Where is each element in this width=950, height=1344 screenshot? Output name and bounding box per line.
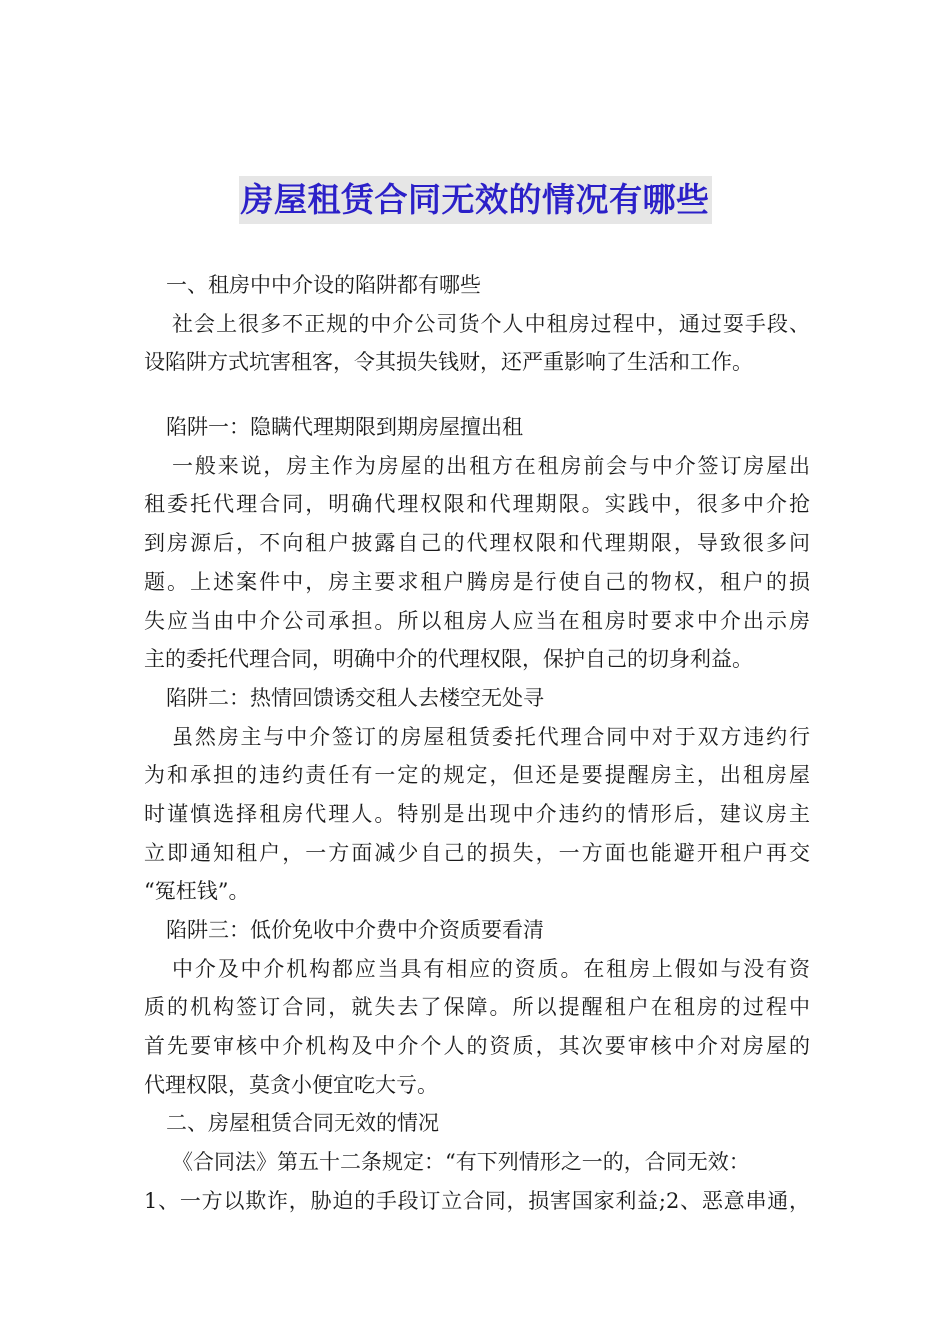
paragraph-line: 中介及中介机构都应当具有相应的资质。在租房上假如与没有资 [172, 956, 810, 981]
paragraph-line: 设陷阱方式坑害租客，令其损失钱财，还严重影响了生活和工作。 [144, 350, 753, 375]
paragraph-line: 为和承担的违约责任有一定的规定，但还是要提醒房主，出租房屋 [144, 763, 810, 788]
paragraph-line: “冤枉钱”。 [144, 879, 250, 904]
paragraph-line: 一般来说，房主作为房屋的出租方在租房前会与中介签订房屋出 [172, 453, 810, 478]
document-body [144, 266, 810, 1221]
paragraph-line: 1、一方以欺诈，胁迫的手段订立合同，损害国家利益;2、恶意串通， [144, 1188, 810, 1213]
paragraph-line: 租委托代理合同，明确代理权限和代理期限。实践中，很多中介抢 [144, 492, 810, 517]
paragraph-line: 《合同法》第五十二条规定：“有下列情形之一的，合同无效： [172, 1150, 750, 1175]
section-heading-1: 一、租房中中介设的陷阱都有哪些 [166, 273, 481, 297]
paragraph-line: 虽然房主与中介签订的房屋租赁委托代理合同中对于双方违约行 [172, 724, 810, 749]
paragraph-line: 代理权限，莫贪小便宜吃大亏。 [144, 1072, 438, 1097]
paragraph-line: 题。上述案件中，房主要求租户腾房是行使自己的物权，租户的损 [144, 569, 810, 594]
paragraph-line: 社会上很多不正规的中介公司货个人中租房过程中，通过耍手段、 [172, 311, 810, 336]
paragraph-line: 首先要审核中介机构及中介个人的资质，其次要审核中介对房屋的 [144, 1034, 810, 1059]
paragraph-line: 质的机构签订合同，就失去了保障。所以提醒租户在租房的过程中 [144, 995, 810, 1020]
paragraph-line: 立即通知租户，一方面减少自己的损失，一方面也能避开租户再交 [144, 840, 810, 865]
paragraph-spacer [144, 382, 810, 408]
paragraph-line: 失应当由中介公司承担。所以租房人应当在租房时要求中介出示房 [144, 608, 810, 633]
trap-heading-1: 陷阱一：隐瞒代理期限到期房屋擅出租 [166, 415, 523, 440]
paragraph-line: 时谨慎选择租房代理人。特别是出现中介违约的情形后，建议房主 [144, 801, 810, 826]
section-heading-2: 二、房屋租赁合同无效的情况 [166, 1111, 439, 1136]
paragraph-line: 主的委托代理合同，明确中介的代理权限，保护自己的切身利益。 [144, 647, 753, 672]
document-title: 房屋租赁合同无效的情况有哪些 [239, 176, 712, 224]
trap-heading-2: 陷阱二：热情回馈诱交租人去楼空无处寻 [166, 685, 544, 710]
title-container [0, 176, 950, 224]
paragraph-line: 到房源后，不向租户披露自己的代理权限和代理期限，导致很多问 [144, 531, 810, 556]
trap-heading-3: 陷阱三：低价免收中介费中介资质要看清 [166, 918, 544, 942]
